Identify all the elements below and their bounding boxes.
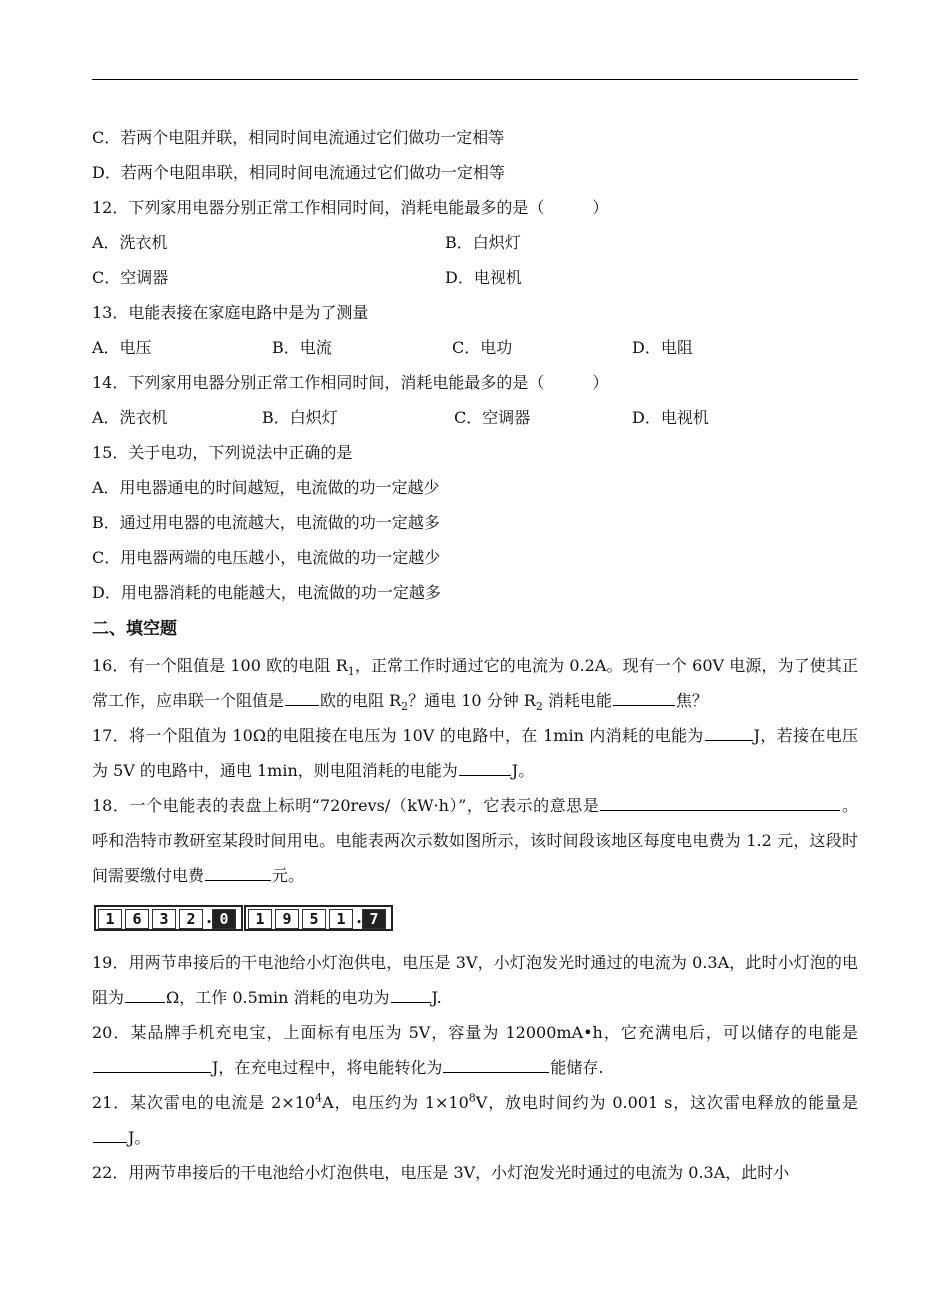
q22: 22．用两节串接后的干电池给小灯泡供电，电压是 3V，小灯泡发光时通过的电流为 0.3A，此时小 [92,1163,790,1182]
q14-option-a: A．洗衣机 [92,408,168,427]
document-body [92,120,858,1190]
q19: 19．用两节串接后的干电池给小灯泡供电，电压是 3V，小灯泡发光时通过的电流为 0.3A，此时小灯泡的电阻为 Ω，工作 0.5min 消耗的电功为 J. [92,953,858,1007]
q11-option-d: D．若两个电阻串联，相同时间电流通过它们做功一定相等 [92,163,505,182]
meter2-digit: 9 [275,909,299,929]
q13-options [92,330,858,365]
q17-blank-1[interactable] [705,722,753,741]
q20-blank-1[interactable] [93,1054,211,1073]
decimal-point: . [206,908,212,927]
q12-stem: 12．下列家用电器分别正常工作相同时间，消耗电能最多的是（ ） [92,198,609,217]
section-heading-fill-in: 二、填空题 [92,619,177,639]
q15-option-d: D．用电器消耗的电能越大，电流做的功一定越多 [92,583,441,602]
q13-stem: 13．电能表接在家庭电路中是为了测量 [92,303,369,322]
q16-blank-2[interactable] [613,687,675,706]
q14-stem: 14．下列家用电器分别正常工作相同时间，消耗电能最多的是（ ） [92,373,609,392]
meter1-digit: 3 [152,909,176,929]
q13-option-d: D．电阻 [632,338,693,357]
q15-option-a: A．用电器通电的时间越短，电流做的功一定越少 [92,478,440,497]
q12-options-row2 [92,260,858,295]
q19-blank-1[interactable] [125,984,165,1003]
q12-option-b: B．白炽灯 [445,233,521,252]
meter-reading-first [94,905,243,931]
q12-option-d: D．电视机 [445,268,522,287]
q15-option-c: C．用电器两端的电压越小，电流做的功一定越少 [92,548,441,567]
meter1-digit: 1 [98,909,122,929]
q21-blank-1[interactable] [93,1124,127,1143]
decimal-point: . [356,908,362,927]
q12-option-a: A．洗衣机 [92,233,168,252]
q18-blank-1[interactable] [600,792,840,811]
meter1-decimal-digit: 0 [212,909,236,929]
q21: 21．某次雷电的电流是 $2\times 10^4A$，电压约为 $1\times 10^8V$，放电时间约为 0.001 s，这次雷电释放的能量是J。 [92,1091,858,1147]
q13-option-c: C．电功 [452,338,513,357]
meter2-digit: 1 [329,909,353,929]
q14-option-c: C．空调器 [454,408,531,427]
q15-option-b: B．通过用电器的电流越大，电流做的功一定越多 [92,513,440,532]
q14-option-d: D．电视机 [632,408,709,427]
q14-options [92,400,858,435]
q16-blank-1[interactable] [285,687,319,706]
q19-blank-2[interactable] [391,984,431,1003]
q17: 17．将一个阻值为 10Ω的电阻接在电压为 10V 的电路中，在 1min 内消耗的电能为 J，若接在电压为 5V 的电路中，通电 1min，则电阻消耗的电能为 J。 [92,718,858,788]
q20-blank-2[interactable] [443,1054,549,1073]
q20: 20．某品牌手机充电宝，上面标有电压为 5V，容量为 12000mA•h，它充满电后，可以储存的电能是J，在充电过程中，将电能转化为 能储存. [92,1023,858,1077]
meter2-digit: 1 [248,909,272,929]
q16: 16．有一个阻值是 100 欧的电阻 $R_1$，正常工作时通过它的电流为 0.2A。现有一个 60V 电源，为了使其正常工作，应串联一个阻值是 欧的电阻 $R_2$？通电 10 分钟 $R_2$ 消耗电能 焦？ [92,656,858,714]
q17-blank-2[interactable] [459,757,511,776]
q15-stem: 15．关于电功，下列说法中正确的是 [92,443,353,462]
q13-option-a: A．电压 [92,338,152,357]
meter2-digit: 5 [302,909,326,929]
q18: 18．一个电能表的表盘上标明“720revs/（kW·h）”，它表示的意思是 。呼和浩特市教研室某段时间用电。电能表两次示数如图所示，该时间段该地区每度电电费为 1.2 元，这段时间需要缴付电费 元。 [92,788,858,893]
meter-reading-second [244,905,393,931]
meter1-digit: 6 [125,909,149,929]
q12-option-c: C．空调器 [92,268,169,287]
meter1-digit: 2 [179,909,203,929]
q12-options-row1 [92,225,858,260]
q14-option-b: B．白炽灯 [262,408,338,427]
meter-readings-figure [92,893,858,945]
q18-blank-2[interactable] [205,862,271,881]
meter2-decimal-digit: 7 [362,909,386,929]
q11-option-c: C．若两个电阻并联，相同时间电流通过它们做功一定相等 [92,128,505,147]
q13-option-b: B．电流 [272,338,332,357]
header-rule [92,79,858,80]
